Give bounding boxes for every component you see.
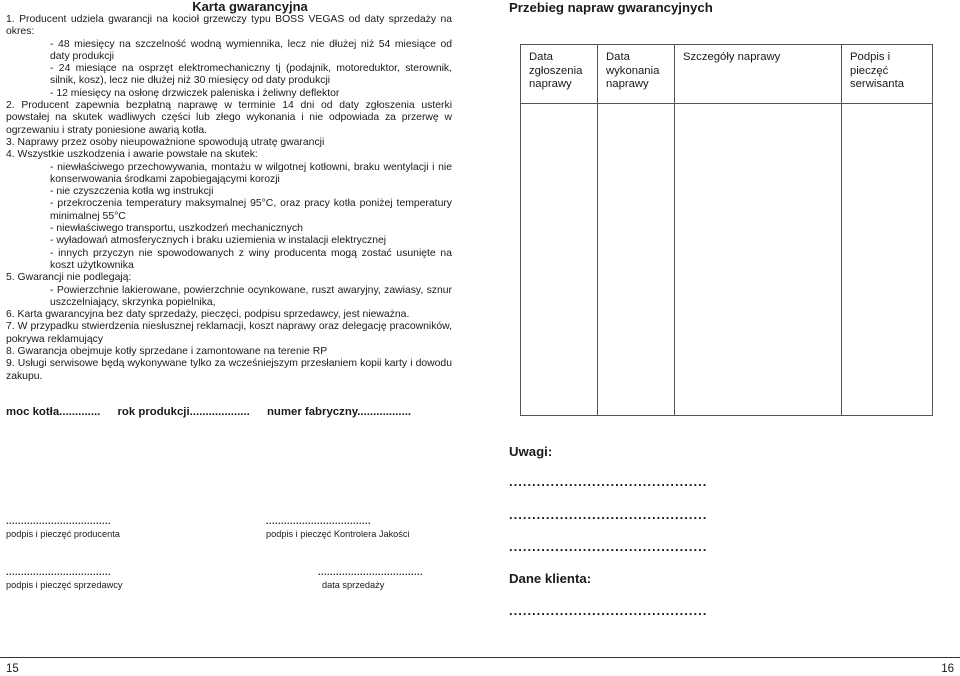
customer-data-line: ........................................... [509,603,708,618]
notes-line-2: ........................................... [509,507,708,522]
term-4e: - wyładowań atmosferycznych i braku uziemienia w instalacji elektrycznej [50,235,387,247]
cell-repair-details[interactable] [675,104,842,416]
term-5: 5. Gwarancji nie podlegają: [6,272,132,284]
warranty-card-title: Karta gwarancyjna [192,0,308,14]
producer-signature-line: ................................... [6,516,112,526]
term-4d: - niewłaściwego transportu, uszkodzeń mechanicznych [50,223,303,235]
production-year-field: rok produkcji................... [117,406,250,418]
term-4f: - innych przyczyn nie spowodowanych z winy producenta mogą zostać usunięte na koszt użytkownika [50,247,452,271]
term-4a: - niewłaściwego przechowywania, montażu w wilgotnej kotłowni, braku wentylacji i nie konserwowania środkami zapobiegającymi korozji [50,161,452,185]
producer-signature-label: podpis i pieczęć producenta [6,529,120,539]
seller-signature-label: podpis i pieczęć sprzedawcy [6,580,123,590]
notes-line-1: ........................................... [509,474,708,489]
term-4c: - przekroczenia temperatury maksymalnej 95°C, oraz pracy kotła poniżej temperatury minimalnej 55°C [50,198,452,222]
term-9: 9. Usługi serwisowe będą wykonywane tylko za wcześniejszym przesłaniem kopii karty i dowodu zakupu. [6,358,452,382]
term-1b: - 24 miesiące na osprzęt elektromechaniczny tj (podajnik, motoreduktor, sterownik, silnik, kosz), lecz nie dłużej niż 30 miesięcy od daty produkcji [50,63,452,87]
page-number-left: 15 [6,663,19,675]
term-4b: - nie czyszczenia kotła wg instrukcji [50,186,214,198]
term-4: 4. Wszystkie uszkodzenia i awarie powstałe na skutek: [6,149,258,161]
header-repair-details: Szczegóły naprawy [675,45,842,104]
term-1: 1. Producent udziela gwarancji na kocioł grzewczy typu BOSS VEGAS od daty sprzedaży na okres: [6,14,452,38]
sale-date-label: data sprzedaży [322,580,385,590]
cell-technician-signature[interactable] [842,104,933,416]
term-1a: - 48 miesięcy na szczelność wodną wymiennika, lecz nie dłużej niż 54 miesiące od daty produkcji [50,38,452,62]
seller-signature-line: ................................... [6,567,112,577]
repairs-title: Przebieg napraw gwarancyjnych [509,0,713,15]
page-footer-rule [0,657,960,658]
term-7: 7. W przypadku stwierdzenia niesłusznej reklamacji, koszt naprawy oraz delegację pracowników, pokrywa reklamujący [6,321,452,345]
term-1c: - 12 miesięcy na osłonę drzwiczek paleniska i żeliwny deflektor [50,87,340,99]
customer-data-label: Dane klienta: [509,571,592,586]
cell-repair-date[interactable] [598,104,675,416]
term-6: 6. Karta gwarancyjna bez daty sprzedaży, pieczęci, podpisu sprzedawcy, jest nieważna. [6,309,410,321]
page-number-right: 16 [941,663,954,675]
header-technician-signature: Podpis i pieczęć serwisanta [842,45,933,104]
notes-label: Uwagi: [509,444,553,459]
warranty-terms [6,14,452,383]
controller-signature-label: podpis i pieczęć Kontrolera Jakości [266,529,410,539]
header-report-date: Data zgłoszenia naprawy [521,45,598,104]
repairs-table [520,44,933,416]
controller-signature-line: ................................... [266,516,372,526]
term-2: 2. Producent zapewnia bezpłatną naprawę w terminie 14 dni od daty zgłoszenia usterki powstałej na skutek wadliwych części lub złego wykonania i nie odpowiada za przerwę w ogrzewaniu i straty poniesione awarią kotła. [6,100,452,136]
boiler-fields [6,406,425,418]
notes-line-3: ........................................... [509,539,708,554]
cell-report-date[interactable] [521,104,598,416]
term-8: 8. Gwarancja obejmuje kotły sprzedane i zamontowane na terenie RP [6,346,328,358]
boiler-power-field: moc kotła............. [6,406,101,418]
term-3: 3. Naprawy przez osoby nieupoważnione spowodują utratę gwarancji [6,136,325,148]
header-repair-date: Data wykonania naprawy [598,45,675,104]
term-5a: - Powierzchnie lakierowane, powierzchnie ocynkowane, ruszt awaryjny, zawiasy, sznur uszczelniający, skrzynka popielnika, [50,284,452,308]
sale-date-line: ................................... [318,567,424,577]
serial-number-field: numer fabryczny................. [266,406,412,418]
